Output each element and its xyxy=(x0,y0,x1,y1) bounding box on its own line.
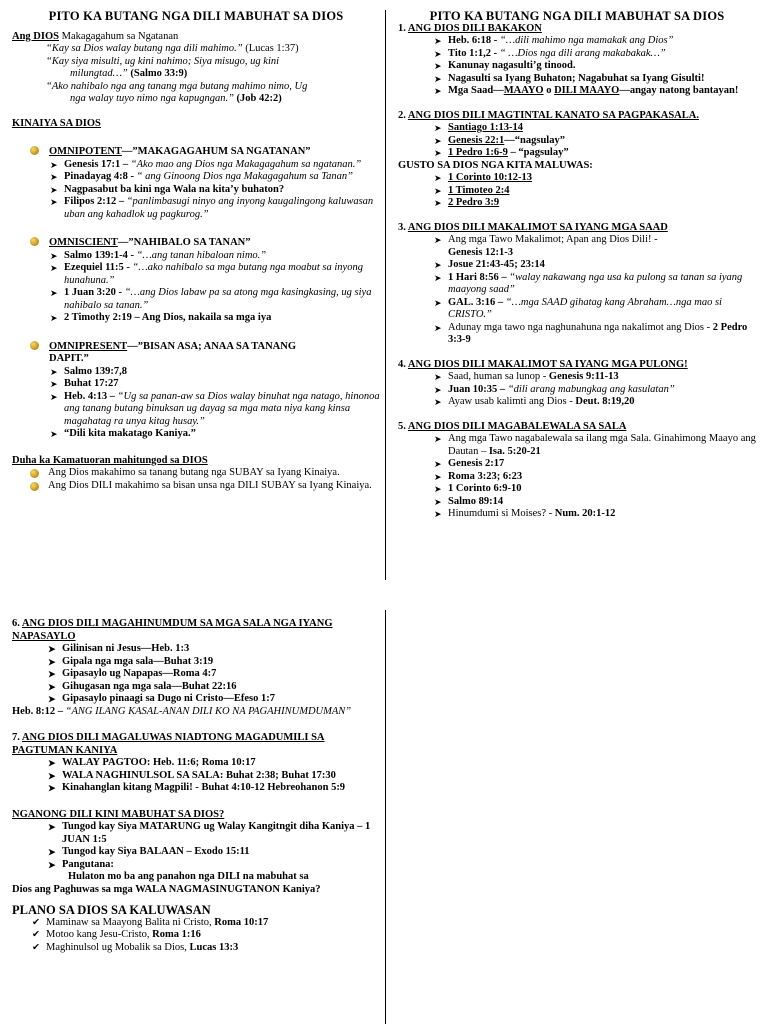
list-item: ➤ Heb. 6:18 - “…dili mahimo nga mamakak ang Dios” xyxy=(434,35,756,48)
list-item: ➤ Tungod kay Siya MATARUNG ug Walay Kangitngit diha Kaniya – 1 JUAN 1:5 xyxy=(48,821,380,846)
nganong-section xyxy=(12,809,380,897)
list-item: ✔ Motoo kang Jesu-Cristo, Roma 1:16 xyxy=(32,929,380,942)
quote-1-text: “Kay sa Dios walay butang nga dili mahimo.” xyxy=(46,43,246,54)
list-item: ➤ GAL. 3:16 – “…mga SAAD gihatag kang Abraham…nga mao si CRISTO.” xyxy=(434,297,756,322)
list-item: ➤ Adunay mga tawo nga naghunahuna nga nakalimot ang Dios - 2 Pedro 3:3-9 xyxy=(434,322,756,347)
section-heading: ANG DIOS DILI MAGTINTAL KANATO SA PAGPAKASALA. xyxy=(407,109,699,121)
attribute-name: OMNIPRESENT xyxy=(49,340,128,352)
attribute-list xyxy=(12,159,380,222)
duha-heading: Duha ka Kamatuoran mahitungod sa DIOS xyxy=(12,454,208,466)
section-3 xyxy=(398,222,756,347)
list-item: ✔ Maminaw sa Maayong Balita ni Cristo, Roma 10:17 xyxy=(32,917,380,930)
heb-quote: Heb. 8:12 – “ANG ILANG KASAL-ANAN DILI KO NA PAGAHINUMDUMAN” xyxy=(12,705,352,717)
list-item: ➤ Genesis 22:1—“nagsulay” xyxy=(434,135,756,148)
plano-heading: PLANO SA DIOS SA KALUWASAN xyxy=(12,903,211,917)
quote-1-ref: (Lucas 1:37) xyxy=(245,43,299,54)
section-list xyxy=(398,35,756,98)
column-divider-bottom xyxy=(385,610,386,1024)
section-number: 1. xyxy=(398,22,408,34)
section-number: 4. xyxy=(398,358,408,370)
section-list xyxy=(398,433,756,521)
section-number: 7. xyxy=(12,732,22,743)
list-item: ➤ Josue 21:43-45; 23:14 xyxy=(434,259,756,272)
list-item: ➤ Genesis 17:1 – “Ako mao ang Dios nga Makagagahum sa ngatanan.” xyxy=(50,159,380,172)
list-item: ➤ 1 Corinto 10:12-13 xyxy=(434,172,756,185)
list-item: ➤ Genesis 2:17 xyxy=(434,458,756,471)
list-item: ➤ 1 Hari 8:56 – “walay nakawang nga usa ka pulong sa tanan sa iyang maayong saad” xyxy=(434,272,756,297)
page1-left-column xyxy=(12,10,380,492)
list-item: ➤ Kanunay nagasulti’g tinood. xyxy=(434,60,756,73)
list-item: ➤ Heb. 4:13 – “Ug sa panan-aw sa Dios walay binuhat nga natago, hinonoa ang tanang butang binuksan ug dayag sa mga mata niya kang kinsa magahatag ra unya kitag husay.” xyxy=(50,391,380,429)
list-item: ➤ Salmo 139:1-4 - “…ang tanan hibaloan nimo.” xyxy=(50,250,380,263)
gusto-heading: GUSTO SA DIOS NGA KITA MALUWAS: xyxy=(398,159,593,171)
list-item: ➤ Ang mga Tawo nagabalewala sa ilang mga Sala. Ginahimong Maayo ang Dautan – Isa. 5:20-21 xyxy=(434,433,756,458)
list-item: ➤ WALAY PAGTOO: Heb. 11:6; Roma 10:17 xyxy=(48,757,380,770)
bullet-dot-icon xyxy=(30,146,39,155)
quote-3 xyxy=(12,81,380,106)
column-divider-top xyxy=(385,10,386,580)
list-item: ➤ Kinahanglan kitang Magpili! - Buhat 4:10-12 Hebreohanon 5:9 xyxy=(48,782,380,795)
quote-1 xyxy=(12,43,380,56)
kinaiya-heading: KINAIYA SA DIOS xyxy=(12,117,101,129)
list-item: ➤ “Dili kita makatago Kaniya.” xyxy=(50,428,380,441)
list-item: ➤ 1 Corinto 6:9-10 xyxy=(434,483,756,496)
intro-label: Ang DIOS xyxy=(12,30,59,42)
section-5 xyxy=(398,421,756,521)
quote-3-ref: (Job 42:2) xyxy=(236,93,282,104)
list-item: Ang Dios makahimo sa tanang butang nga SUBAY sa Iyang Kinaiya. xyxy=(30,467,380,480)
nganong-heading: NGANONG DILI KINI MABUHAT SA DIOS? xyxy=(12,808,225,820)
list-item: ➤ 1 Juan 3:20 - “…ang Dios labaw pa sa atong mga kasingkasing, ug siya nahibalo sa tanan.” xyxy=(50,287,380,312)
list-item: ➤ Roma 3:23; 6:23 xyxy=(434,471,756,484)
list-item: ➤ Ayaw usab kalimti ang Dios - Deut. 8:19,20 xyxy=(434,396,756,409)
list-item: ➤ Tungod kay Siya BALAAN – Exodo 15:11 xyxy=(48,846,380,859)
attribute-meaning: —”MAKAGAGAHUM SA NGATANAN” xyxy=(121,146,311,157)
attribute-name: OMNISCIENT xyxy=(49,237,118,248)
question-line-1: Hulaton mo ba ang panahon nga DILI na mabuhat sa xyxy=(68,871,309,882)
section-number: 6. xyxy=(12,618,22,629)
attribute-omniscient xyxy=(12,237,380,325)
quote-2-text-cont: milungtad…” xyxy=(70,68,131,79)
quote-3-text-cont: nga walay tuyo nimo nga kapugngan.” xyxy=(70,93,237,104)
list-item: ➤ Pangutana: xyxy=(48,859,380,872)
section-4 xyxy=(398,359,756,409)
attribute-meaning: —”NAHIBALO SA TANAN” xyxy=(117,237,251,248)
list-item: ➤ 1 Timoteo 2:4 xyxy=(434,185,756,198)
plano-list xyxy=(12,917,380,955)
list-item: ➤ Gipasaylo pinaagi sa Dugo ni Cristo—Efeso 1:7 xyxy=(48,693,380,706)
list-item: ➤ Juan 10:35 – “dili arang mabungkag ang kasulatan” xyxy=(434,384,756,397)
section-list xyxy=(398,122,756,160)
list-item: ➤ Ang mga Tawo Makalimot; Apan ang Dios Dili! - Genesis 12:1-3 xyxy=(434,234,756,259)
list-item: ➤ WALA NAGHINULSOL SA SALA: Buhat 2:38; Buhat 17:30 xyxy=(48,770,380,783)
section-number: 3. xyxy=(398,221,408,233)
quote-2-text: “Kay siya misulti, ug kini nahimo; Siya misugo, ug kini xyxy=(46,55,280,67)
section-heading: ANG DIOS DILI MAKALIMOT SA IYANG MGA PULONG! xyxy=(407,358,688,370)
intro-text: Makagagahum sa Ngatanan xyxy=(58,30,179,42)
bullet-dot-icon xyxy=(30,237,39,246)
list-item: ➤ Salmo 89:14 xyxy=(434,496,756,509)
list-item: ➤ Gilinisan ni Jesus—Heb. 1:3 xyxy=(48,643,380,656)
list-item: ➤ Gihugasan nga mga sala—Buhat 22:16 xyxy=(48,681,380,694)
section-heading: ANG DIOS DILI MAGALUWAS NIADTONG MAGADUMILI SA PAGTUMAN KANIYA xyxy=(12,732,325,756)
list-item: ➤ Tito 1:1,2 - “ …Dios nga dili arang makabakak…” xyxy=(434,48,756,61)
bullet-dot-icon xyxy=(30,341,39,350)
list-item: ➤ 2 Timothy 2:19 – Ang Dios, nakaila sa mga iya xyxy=(50,312,380,325)
list-item: Ang Dios DILI makahimo sa bisan unsa nga DILI SUBAY sa Iyang Kinaiya. xyxy=(30,480,380,493)
list-item: ✔ Maghinulsol ug Mobalik sa Dios, Lucas 13:3 xyxy=(32,942,380,955)
section-list xyxy=(398,371,756,409)
list-item: ➤ 2 Pedro 3:9 xyxy=(434,197,756,210)
intro-line xyxy=(12,31,380,44)
section-1 xyxy=(398,23,756,98)
section-list xyxy=(12,757,380,795)
section-number: 5. xyxy=(398,420,408,432)
list-item: ➤ Gipasaylo ug Napapas—Roma 4:7 xyxy=(48,668,380,681)
attribute-meaning-cont: DAPIT.” xyxy=(49,353,89,364)
question-line-2: Dios ang Paghuwas sa mga WALA NAGMASINUGTANON Kaniya? xyxy=(12,883,321,895)
list-item: ➤ 1 Pedro 1:6-9 – “pagsulay” xyxy=(434,147,756,160)
section-heading: ANG DIOS DILI MAGAHINUMDUM SA MGA SALA NGA IYANG NAPASAYLO xyxy=(12,618,333,642)
gusto-list xyxy=(398,172,756,210)
section-heading: ANG DIOS DILI BAKAKON xyxy=(407,22,542,34)
list-item: ➤ Gipala nga mga sala—Buhat 3:19 xyxy=(48,656,380,669)
quote-3-text: “Ako nahibalo nga ang tanang mga butang mahimo nimo, Ug xyxy=(46,80,308,92)
list-item: ➤ Mga Saad—MAAYO o DILI MAAYO—angay natong bantayan! xyxy=(434,85,756,98)
duha-list xyxy=(12,467,380,492)
list-item: ➤ Hinumdumi si Moises? - Num. 20:1-12 xyxy=(434,508,756,521)
page1-right-column xyxy=(398,10,756,521)
section-2 xyxy=(398,110,756,210)
section-number: 2. xyxy=(398,109,408,121)
list-item: ➤ Nagpasabut ba kini nga Wala na kita’y buhaton? xyxy=(50,184,380,197)
section-heading: ANG DIOS DILI MAGABALEWALA SA SALA xyxy=(407,420,627,432)
attribute-omnipresent xyxy=(12,341,380,441)
attribute-name: OMNIPOTENT xyxy=(49,146,122,157)
section-list xyxy=(398,234,756,347)
attribute-omnipotent xyxy=(12,146,380,221)
section-7 xyxy=(12,732,380,795)
attribute-meaning: —”BISAN ASA; ANAA SA TANANG xyxy=(127,340,297,352)
section-list xyxy=(12,643,380,706)
quote-2 xyxy=(12,56,380,81)
quote-2-ref: (Salmo 33:9) xyxy=(130,68,188,79)
page-title: PITO KA BUTANG NGA DILI MABUHAT SA DIOS xyxy=(48,9,344,23)
list-item: ➤ Buhat 17:27 xyxy=(50,378,380,391)
nganong-list xyxy=(12,821,380,871)
list-item: ➤ Filipos 2:12 – “panlimbasugi ninyo ang inyong kaugalingong kaluwasan uban ang kahadlok ug pagkurog.” xyxy=(50,196,380,221)
list-item: ➤ Nagasulti sa Iyang Buhaton; Nagabuhat sa Iyang Gisulti! xyxy=(434,73,756,86)
list-item: ➤ Santiago 1:13-14 xyxy=(434,122,756,135)
list-item: ➤ Pinadayag 4:8 - “ ang Ginoong Dios nga Makagagahum sa Tanan” xyxy=(50,171,380,184)
list-item: ➤ Salmo 139:7,8 xyxy=(50,366,380,379)
attribute-list xyxy=(12,250,380,325)
section-6 xyxy=(12,618,380,718)
page-title-right: PITO KA BUTANG NGA DILI MABUHAT SA DIOS xyxy=(429,9,725,23)
section-heading: ANG DIOS DILI MAKALIMOT SA IYANG MGA SAAD xyxy=(407,221,668,233)
attribute-list xyxy=(12,366,380,441)
page2-left-column xyxy=(12,618,380,954)
list-item: ➤ Ezequiel 11:5 - “…ako nahibalo sa mga butang nga moabut sa inyong hunahuna.” xyxy=(50,262,380,287)
list-item: ➤ Saad, human sa lunop - Genesis 9:11-13 xyxy=(434,371,756,384)
